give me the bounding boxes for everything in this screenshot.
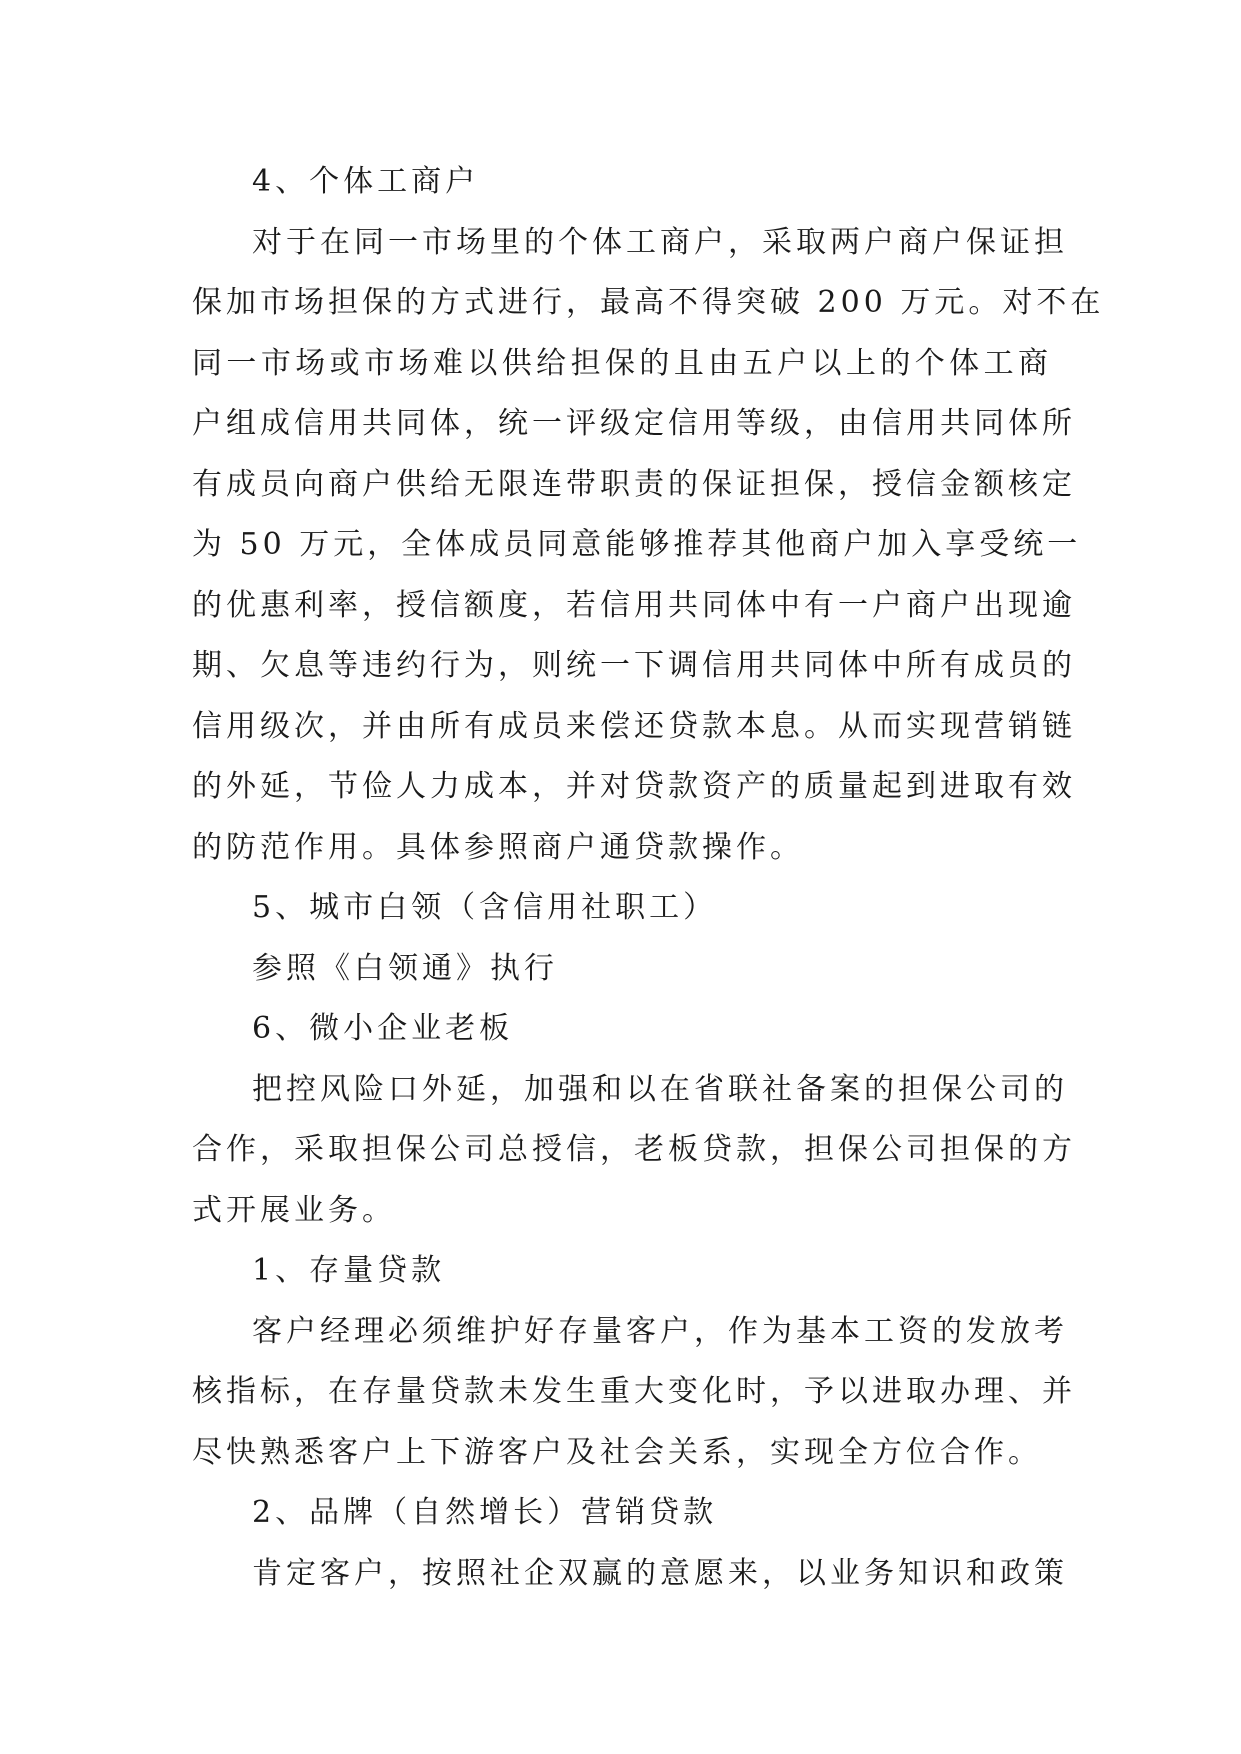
document-page bbox=[192, 152, 1105, 1604]
paragraph-line: 的外延，节俭人力成本，并对贷款资产的质量起到进取有效 bbox=[192, 769, 1076, 804]
paragraph-line: 核指标，在存量贷款未发生重大变化时，予以进取办理、并 bbox=[192, 1374, 1076, 1409]
paragraph-line: 参照《白领通》执行 bbox=[252, 950, 558, 986]
paragraph-line: 户组成信用共同体，统一评级定信用等级，由信用共同体所 bbox=[192, 406, 1076, 441]
paragraph-line: 的优惠利率，授信额度，若信用共同体中有一户商户出现逾 bbox=[192, 587, 1076, 623]
paragraph-line: 式开展业务。 bbox=[192, 1192, 396, 1228]
section-heading-6: 6、微小企业老板 bbox=[252, 1011, 514, 1046]
paragraph-line: 的防范作用。具体参照商户通贷款操作。 bbox=[192, 829, 804, 865]
section-heading-4: 4、个体工商户 bbox=[252, 164, 480, 199]
paragraph-line: 有成员向商户供给无限连带职责的保证担保，授信金额核定 bbox=[192, 466, 1076, 502]
paragraph-line: 客户经理必须维护好存量客户，作为基本工资的发放考 bbox=[252, 1313, 1068, 1349]
paragraph-line: 期、欠息等违约行为，则统一下调信用共同体中所有成员的 bbox=[192, 648, 1076, 683]
paragraph-line: 肯定客户，按照社企双赢的意愿来，以业务知识和政策 bbox=[252, 1555, 1068, 1591]
paragraph-line: 保加市场担保的方式进行，最高不得突破 200 万元。对不在 bbox=[192, 285, 1105, 320]
paragraph-line: 为 50 万元，全体成员同意能够推荐其他商户加入享受统一 bbox=[192, 527, 1082, 562]
paragraph-line: 尽快熟悉客户上下游客户及社会关系，实现全方位合作。 bbox=[192, 1434, 1042, 1470]
paragraph-line: 合作，采取担保公司总授信，老板贷款，担保公司担保的方 bbox=[192, 1132, 1076, 1167]
section-heading-1: 1、存量贷款 bbox=[252, 1253, 446, 1288]
paragraph-line: 信用级次，并由所有成员来偿还贷款本息。从而实现营销链 bbox=[192, 708, 1076, 744]
section-heading-2: 2、品牌（自然增长）营销贷款 bbox=[252, 1495, 718, 1530]
section-heading-5: 5、城市白领（含信用社职工） bbox=[252, 890, 718, 925]
paragraph-line: 同一市场或市场难以供给担保的且由五户以上的个体工商 bbox=[192, 345, 1052, 381]
paragraph-line: 对于在同一市场里的个体工商户，采取两户商户保证担 bbox=[252, 224, 1068, 260]
paragraph-line: 把控风险口外延，加强和以在省联社备案的担保公司的 bbox=[252, 1071, 1068, 1107]
